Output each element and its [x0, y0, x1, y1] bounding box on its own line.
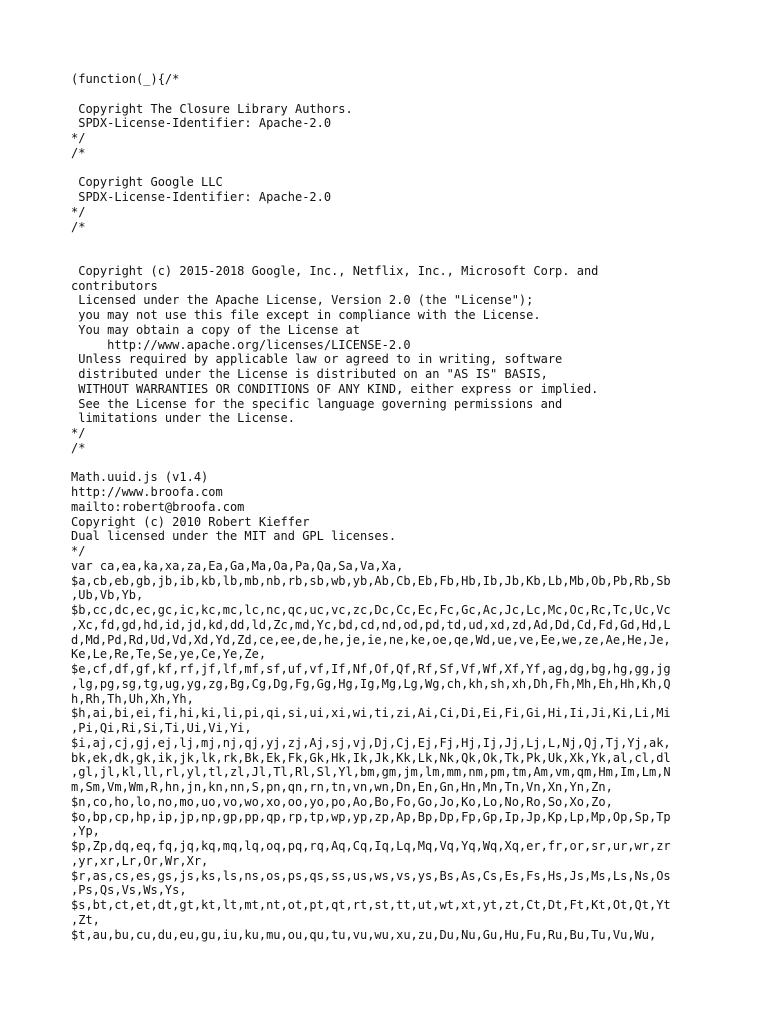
code-line: (function(_){/*	[71, 72, 180, 86]
code-line: ,Yp,	[71, 824, 100, 839]
code-line: var ca,ea,ka,xa,za,Ea,Ga,Ma,Oa,Pa,Qa,Sa,Va,Xa,	[71, 558, 404, 573]
code-line: $p,Zp,dq,eq,fq,jq,kq,mq,lq,oq,pq,rq,Aq,Cq,Iq,Lq,Mq,Vq,Yq,Wq,Xq,er,fr,or,sr,ur,wr,zr	[71, 839, 671, 853]
code-line: SPDX-License-Identifier: Apache-2.0	[71, 116, 332, 131]
code-line: /*	[71, 440, 86, 455]
code-line: Copyright (c) 2015-2018 Google, Inc., Netflix, Inc., Microsoft Corp. and	[71, 263, 599, 278]
code-line	[71, 87, 711, 102]
code-line: */	[71, 204, 86, 219]
code-line: $r,as,cs,es,gs,js,ks,ls,ns,os,ps,qs,ss,us,ws,vs,ys,Bs,As,Cs,Es,Fs,Hs,Js,Ms,Ls,Ns,Os	[71, 868, 671, 883]
code-line: mailto:robert@broofa.com	[71, 499, 245, 514]
code-line: WITHOUT WARRANTIES OR CONDITIONS OF ANY KIND, either express or implied.	[71, 381, 599, 396]
code-line: $o,bp,cp,hp,ip,jp,np,gp,pp,qp,rp,tp,wp,yp,zp,Ap,Bp,Dp,Fp,Gp,Ip,Jp,Kp,Lp,Mp,Op,Sp,Tp	[71, 809, 671, 824]
code-line: d,Md,Pd,Rd,Ud,Vd,Xd,Yd,Zd,ce,ee,de,he,je,ie,ne,ke,oe,qe,Wd,ue,ve,Ee,we,ze,Ae,He,Je,	[71, 632, 671, 647]
code-line: http://www.apache.org/licenses/LICENSE-2.0	[71, 337, 411, 352]
code-line: /*	[71, 145, 86, 160]
code-line: $n,co,ho,lo,no,mo,uo,vo,wo,xo,oo,yo,po,Ao,Bo,Fo,Go,Jo,Ko,Lo,No,Ro,So,Xo,Zo,	[71, 794, 613, 809]
code-line: Licensed under the Apache License, Version 2.0 (the "License");	[71, 293, 534, 308]
code-line: See the License for the specific language governing permissions and	[71, 396, 563, 411]
code-line: SPDX-License-Identifier: Apache-2.0	[71, 190, 332, 204]
source-code-document	[71, 72, 711, 942]
code-line: http://www.broofa.com	[71, 485, 223, 499]
code-line: ,Zt,	[71, 912, 100, 927]
code-line: */	[71, 544, 86, 558]
code-line	[71, 234, 711, 249]
code-line: ,lg,pg,sg,tg,ug,yg,zg,Bg,Cg,Dg,Fg,Gg,Hg,Ig,Mg,Lg,Wg,ch,kh,sh,xh,Dh,Fh,Mh,Eh,Hh,Kh,Q	[71, 676, 671, 691]
code-line: Copyright Google LLC	[71, 175, 223, 190]
code-line: ,yr,xr,Lr,Or,Wr,Xr,	[71, 853, 209, 868]
code-line: ,Ub,Vb,Yb,	[71, 588, 144, 603]
code-line	[71, 456, 711, 471]
code-line: Dual licensed under the MIT and GPL licenses.	[71, 529, 397, 544]
code-line	[71, 161, 711, 176]
code-line	[71, 249, 711, 264]
code-line: distributed under the License is distributed on an "AS IS" BASIS,	[71, 367, 548, 381]
code-line: $i,aj,cj,gj,ej,lj,mj,nj,qj,yj,zj,Aj,sj,vj,Dj,Cj,Ej,Fj,Hj,Ij,Jj,Lj,L,Nj,Qj,Tj,Yj,ak,	[71, 735, 671, 750]
code-line: h,Rh,Th,Uh,Xh,Yh,	[71, 691, 194, 706]
code-line: ,Pi,Qi,Ri,Si,Ti,Ui,Vi,Yi,	[71, 721, 252, 735]
code-line: Ke,Le,Re,Te,Se,ye,Ce,Ye,Ze,	[71, 647, 267, 662]
code-line: m,Sm,Vm,Wm,R,hn,jn,kn,nn,S,pn,qn,rn,tn,vn,wn,Dn,En,Gn,Hn,Mn,Tn,Vn,Xn,Yn,Zn,	[71, 780, 613, 794]
code-line: $e,cf,df,gf,kf,rf,jf,lf,mf,sf,uf,vf,If,Nf,Of,Qf,Rf,Sf,Vf,Wf,Xf,Yf,ag,dg,bg,hg,gg,jg	[71, 662, 671, 676]
code-line: $a,cb,eb,gb,jb,ib,kb,lb,mb,nb,rb,sb,wb,yb,Ab,Cb,Eb,Fb,Hb,Ib,Jb,Kb,Lb,Mb,Ob,Pb,Rb,Sb	[71, 573, 671, 588]
code-line: /*	[71, 219, 86, 234]
code-line: Math.uuid.js (v1.4)	[71, 470, 209, 485]
code-line: $s,bt,ct,et,dt,gt,kt,lt,mt,nt,ot,pt,qt,rt,st,tt,ut,wt,xt,yt,zt,Ct,Dt,Ft,Kt,Ot,Qt,Yt	[71, 898, 671, 912]
code-line: Copyright The Closure Library Authors.	[71, 101, 353, 116]
code-line: You may obtain a copy of the License at	[71, 322, 360, 337]
code-line: $b,cc,dc,ec,gc,ic,kc,mc,lc,nc,qc,uc,vc,zc,Dc,Cc,Ec,Fc,Gc,Ac,Jc,Lc,Mc,Oc,Rc,Tc,Uc,Vc	[71, 603, 671, 617]
code-line: limitations under the License.	[71, 411, 295, 426]
code-line: ,Xc,fd,gd,hd,id,jd,kd,dd,ld,Zc,md,Yc,bd,cd,nd,od,pd,td,ud,xd,zd,Ad,Dd,Cd,Fd,Gd,Hd,L	[71, 617, 671, 632]
code-line: contributors	[71, 278, 158, 293]
code-line: */	[71, 426, 86, 440]
code-line: bk,ek,dk,gk,ik,jk,lk,rk,Bk,Ek,Fk,Gk,Hk,Ik,Jk,Kk,Lk,Nk,Qk,Ok,Tk,Pk,Uk,Xk,Yk,al,cl,dl	[71, 750, 671, 765]
code-line: $t,au,bu,cu,du,eu,gu,iu,ku,mu,ou,qu,tu,vu,wu,xu,zu,Du,Nu,Gu,Hu,Fu,Ru,Bu,Tu,Vu,Wu,	[71, 927, 657, 942]
code-line: ,gl,jl,kl,ll,rl,yl,tl,zl,Jl,Tl,Rl,Sl,Yl,bm,gm,jm,lm,mm,nm,pm,tm,Am,vm,qm,Hm,Im,Lm,N	[71, 765, 671, 780]
code-line: $h,ai,bi,ei,fi,hi,ki,li,pi,qi,si,ui,xi,wi,ti,zi,Ai,Ci,Di,Ei,Fi,Gi,Hi,Ii,Ji,Ki,Li,Mi	[71, 706, 671, 721]
code-line: you may not use this file except in compliance with the License.	[71, 308, 541, 322]
code-line: Copyright (c) 2010 Robert Kieffer	[71, 514, 310, 529]
code-line: ,Ps,Qs,Vs,Ws,Ys,	[71, 883, 187, 898]
code-line: */	[71, 131, 86, 145]
code-line: Unless required by applicable law or agreed to in writing, software	[71, 352, 563, 367]
